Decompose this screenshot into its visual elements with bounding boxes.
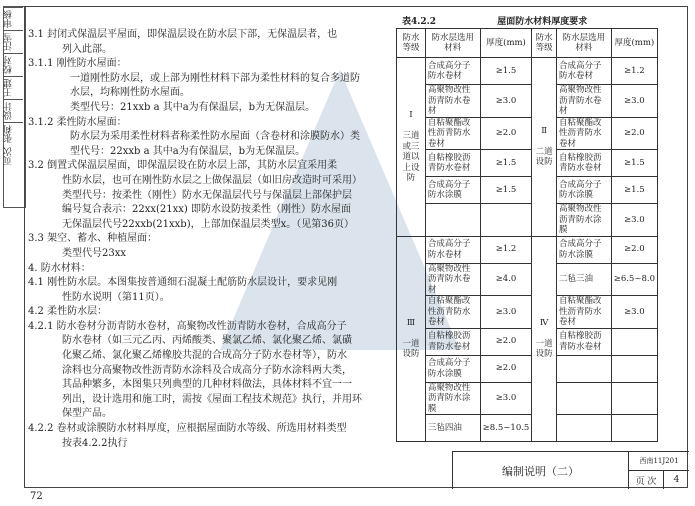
table-row	[397, 382, 658, 415]
table-cell	[556, 355, 611, 382]
table-cell: 合成高分子防水涂膜	[425, 355, 480, 382]
table-cell: ≥3.0	[611, 85, 657, 118]
sheet-page-number: 4	[673, 475, 680, 485]
table-cell: 高聚物改性沥青防水涂膜	[556, 204, 611, 237]
strip-cell: 汪雪	[4, 30, 23, 53]
signature-strip	[3, 6, 26, 208]
table-cell: ≥6.5~8.0	[611, 263, 657, 296]
table-cell: 二毡三油	[556, 263, 611, 296]
text-line: 类型代号：按柔性（刚性）防水无保温层代号与保温层上部保护层	[62, 189, 352, 201]
table-cell: ≥1.5	[480, 177, 532, 204]
text-line: 无保温层代号22xxb(21xxb)，上部加保温层类型x。（见第36页）	[62, 218, 354, 230]
table-cell: 自粘聚酯改性沥青防水卷材	[425, 117, 480, 150]
text-line: 型代号：22xxb a 其中a为有保温层，b为无保温层。	[70, 145, 306, 157]
table-cell: 三毡四油	[425, 415, 480, 442]
table-header: 厚度(mm)	[480, 29, 532, 58]
table-cell: ≥3.0	[480, 85, 532, 118]
table-row	[397, 177, 658, 204]
table-cell: 高聚物改性沥青防水卷材	[425, 85, 480, 118]
table-cell: ≥2.0	[480, 117, 532, 150]
atlas-code: 西南11J201	[629, 452, 689, 471]
table-cell: ≥3.0	[480, 382, 532, 415]
table-cell: ≥2.0	[611, 236, 657, 263]
table-cell: 高聚物改性沥青防水卷材	[556, 85, 611, 118]
table-cell: 自粘橡胶沥青防水卷材	[556, 150, 611, 177]
text-line: 4.2.1 防水卷材分沥青防水卷材，高聚物改性沥青防水卷材，合成高分子	[28, 320, 347, 332]
table-row	[397, 85, 658, 118]
table-cell: ≥1.5	[480, 58, 532, 85]
table-cell: ≥1.5	[480, 150, 532, 177]
grade-cell-1: Ⅰ 三道或三道以上设防	[397, 58, 426, 237]
table-header: 厚度(mm)	[611, 29, 657, 58]
table-header: 防水等级	[532, 29, 557, 58]
table-cell: 合成高分子防水涂膜	[556, 236, 611, 263]
table-cell	[556, 382, 611, 415]
table-cell: 高聚物改性沥青防水卷材	[425, 263, 480, 296]
page-label: 页 次	[629, 471, 664, 489]
table-title: 屋面防水材料厚度要求	[497, 17, 588, 27]
table-cell: ≥1.5	[611, 150, 657, 177]
table-cell: ≥2.0	[480, 355, 532, 382]
page-number: 72	[30, 491, 43, 502]
table-row	[397, 58, 658, 85]
table-row	[397, 328, 658, 355]
text-line: 防水卷材（如三元乙丙、丙烯酸类、聚氯乙烯、氯化聚乙烯、氯磺	[62, 335, 352, 347]
table-cell: 高聚物改性沥青防水涂膜	[425, 382, 480, 415]
table-cell	[611, 415, 657, 442]
text-line: 性防水说明（第11页）。	[62, 291, 170, 303]
table-label: 表4.2.2	[402, 17, 437, 27]
text-line: 4.1 刚性防水层。本图集按普通细石混凝土配筋防水层设计，要求见刚	[28, 277, 338, 289]
table-cell	[556, 415, 611, 442]
table-cell: 自粘橡胶沥青防水卷材	[425, 328, 480, 355]
text-line: 列出，设计选用和施工时，需按《屋面工程技术规范》执行，并用环	[62, 393, 362, 405]
table-cell	[611, 355, 657, 382]
table-row	[397, 355, 658, 382]
table-cell: ≥1.2	[611, 58, 657, 85]
table-cell: 自粘聚酯改性沥青防水卷材	[556, 117, 611, 150]
text-line: 涂料也分高聚物改性沥青防水涂料及合成高分子防水涂料两大类，	[62, 364, 352, 376]
text-line: 4.2.2 卷材或涂膜防水材料厚度，应根据屋面防水等级、所选用材料类型	[28, 423, 347, 435]
text-line: 其品种繁多，本图集只列典型的几种材料做法，具体材料不宜一一	[62, 379, 352, 391]
text-line: 3.1.1 刚性防水屋面：	[28, 58, 127, 70]
table-cell	[480, 204, 532, 237]
text-line: 按表4.2.2执行	[62, 437, 128, 449]
text-line: 3.2 倒置式保温层屋面，即保温层设在防水层上部，其防水层宜采用柔	[28, 160, 338, 172]
table-row	[397, 415, 658, 442]
text-line: 一道刚性防水层，或上部为刚性材料下部为柔性材料的复合多道防	[70, 72, 360, 84]
text-line: 3.3 架空、蓄水、种植屋面：	[28, 233, 158, 245]
table-cell: ≥2.0	[480, 328, 532, 355]
table-header: 防水层选用材料	[425, 29, 480, 58]
strip-cell: 王建	[4, 76, 23, 99]
strip-cell: 审核	[4, 7, 23, 30]
table-cell: ≥1.2	[480, 236, 532, 263]
table-cell: 合成高分子防水涂膜	[556, 177, 611, 204]
table-cell: 合成高分子防水涂膜	[425, 177, 480, 204]
grade-cell-3: Ⅲ 一道设防	[397, 236, 426, 442]
table-cell: 合成高分子防水卷材	[425, 58, 480, 85]
text-line: 列入此部。	[62, 43, 112, 55]
table-cell: ≥8.5~10.5	[480, 415, 532, 442]
table-cell: 自粘橡胶沥青防水卷材	[425, 150, 480, 177]
sheet-title: 编制说明（二）	[453, 452, 629, 489]
table-header: 防水层选用材料	[556, 29, 611, 58]
thickness-table	[396, 28, 658, 442]
text-line: 编号复合表示：22xx(21xx) 即防水设防按柔性（刚性）防水屋面	[62, 204, 351, 216]
table-cell: ≥3.0	[480, 296, 532, 329]
table-header: 防水等级	[397, 29, 426, 58]
grade-cell-2: Ⅱ 二道设防	[532, 58, 557, 237]
table-row	[397, 263, 658, 296]
table-row	[397, 296, 658, 329]
text-line: 防水层为采用柔性材料者称柔性防水屋面（含卷材和涂膜防水）类	[70, 131, 360, 143]
table-cell: ≥1.5	[611, 177, 657, 204]
text-line: 类型代号：21xxb a 其中a为有保温层，b为无保温层。	[70, 101, 316, 113]
table-cell: ≥3.0	[611, 204, 657, 237]
text-line: 保型产品。	[62, 408, 112, 420]
text-line: 4. 防水材料：	[28, 262, 91, 274]
table-row	[397, 150, 658, 177]
strip-cell: 校对	[4, 53, 23, 76]
table-cell	[425, 204, 480, 237]
strip-cell: 设计	[4, 99, 23, 122]
table-cell: ≥4.0	[480, 263, 532, 296]
table-row	[397, 117, 658, 150]
table-cell: 自粘聚酯改性沥青防水卷材	[425, 296, 480, 329]
text-line: 性防水层，也可在刚性防水层之上做保温层（如旧房改造时可采用）	[62, 174, 362, 186]
table-cell: ≥2.0	[611, 117, 657, 150]
text-line: 类型代号23xx	[62, 247, 127, 259]
table-cell: 合成高分子防水卷材	[425, 236, 480, 263]
text-line: 3.1 封闭式保温层平屋面，即保温层设在防水层下部，无保温层者，也	[28, 29, 338, 40]
title-block	[452, 451, 689, 489]
table-row	[397, 204, 658, 237]
table-cell: 合成高分子防水卷材	[556, 58, 611, 85]
table-cell	[611, 382, 657, 415]
table-row	[397, 236, 658, 263]
text-line: 化聚乙烯、氯化聚乙烯橡胶共混的合成高分子防水卷材等），防水	[62, 350, 347, 362]
text-line: 3.1.2 柔性防水屋面：	[28, 116, 127, 128]
text-line: 水层，均称刚性防水屋面。	[70, 87, 190, 99]
table-caption	[402, 14, 587, 27]
strip-cell: 张莉	[4, 122, 23, 145]
grade-cell-4: Ⅳ 一道设防	[532, 236, 557, 442]
body-text	[28, 28, 388, 451]
table-cell: 自粘橡胶沥青防水卷材	[556, 328, 611, 355]
text-line: 4.2 柔性防水层：	[28, 306, 108, 318]
table-cell: ≥3.0	[611, 296, 657, 329]
table-cell: 自粘聚酯改性沥青防水卷材	[556, 296, 611, 329]
strip-cell: 页次	[4, 147, 14, 165]
table-cell	[611, 328, 657, 355]
